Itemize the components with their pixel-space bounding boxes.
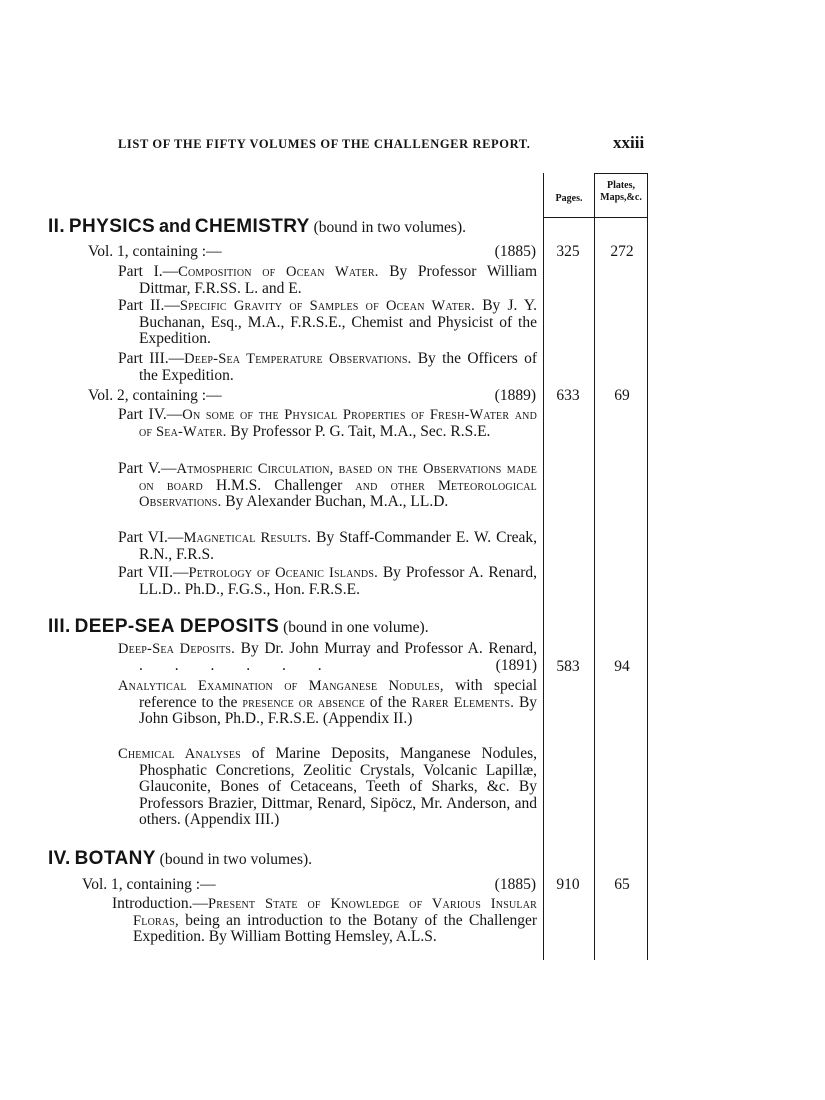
volume-line (88, 386, 540, 405)
part-label: Introduction.— (112, 895, 208, 912)
entry-title: Chemical Analyses (118, 746, 241, 762)
volume-line (82, 875, 540, 894)
part-author: By J. Y. Buchanan, Esq., M.A., F.R.S.E., Chemist and Physicist of the Expedition. (139, 297, 538, 347)
section-numeral: IV. (48, 848, 71, 869)
part-title: Magnetical Results. (183, 530, 312, 546)
column-rule-right (647, 173, 648, 960)
volume-year: (1885) (494, 876, 536, 893)
deposit-entry (118, 677, 538, 728)
part-label: Part II.— (118, 297, 180, 314)
pages-value: 633 (556, 387, 580, 404)
part-title: Specific Gravity of Samples of Ocean Water. (179, 298, 476, 314)
part-title: Present State of Knowledge of Various Insular Floras, (133, 896, 537, 929)
part-entry (118, 529, 537, 563)
running-head: LIST OF THE FIFTY VOLUMES OF THE CHALLENGER REPORT. (118, 137, 531, 151)
part-author: By Professor P. G. Tait, M.A., Sec. R.S.E. (230, 422, 491, 440)
entry-text: of Marine Deposits, Manganese Nodules, Phosphatic Concretions, Zeolitic Crystals, Volcanic Lapillæ, Glauconite, Bones of Cetaceans, Teeth of Sharks, &c. By Professors Brazier, Dittmar, Renard, Sipöcz, Mr. Anderson, and others. (Appendix III.) (139, 745, 537, 828)
column-header-rule (543, 217, 648, 218)
pages-value: 910 (556, 876, 580, 893)
volume-year: (1889) (494, 387, 536, 404)
part-author: By Staff-Commander E. W. Creak, R.N., F.R.S. (139, 529, 537, 563)
part-label: Part V.— (118, 460, 177, 477)
entry-title-presence: presence or absence (242, 694, 365, 711)
part-entry (118, 350, 538, 384)
part-entry (118, 297, 538, 348)
plates-value: 65 (614, 876, 630, 893)
section-title-part1: PHYSICS (68, 216, 156, 237)
part-author: By the Officers of the Expedition. (139, 350, 538, 384)
pages-value: 325 (556, 243, 580, 260)
entry-author: By John Gibson, Ph.D., F.R.S.E. (Appendix II.) (139, 693, 538, 727)
deposit-entry (118, 745, 537, 829)
column-rule-left (543, 173, 544, 960)
volume-label: Vol. 1, containing :— (82, 876, 216, 893)
part-label: Part VI.— (118, 529, 184, 546)
part-title-continued: and other Meteorological Observations. (139, 477, 537, 510)
dot-leader: . . . . . . (139, 656, 336, 674)
part-label: Part I.— (118, 263, 179, 280)
pages-column-header: Pages. (555, 193, 583, 204)
part-label: Part VII.— (118, 564, 189, 581)
plates-value: 94 (614, 658, 630, 675)
entry-text-2: of the (369, 693, 407, 711)
section-heading-botany (48, 848, 312, 871)
part-entry (118, 460, 537, 511)
part-title: Petrology of Oceanic Islands. (188, 565, 378, 581)
ship-name: H.M.S. Challenger (215, 476, 343, 494)
part-label: Part III.— (118, 350, 185, 367)
plates-header-line1: Plates, (606, 180, 636, 191)
entry-title: Deep-Sea Deposits. (118, 641, 235, 657)
page-number: xxiii (613, 133, 645, 152)
entry-title: Analytical Examination of Manganese Nodules, (118, 678, 444, 694)
section-numeral: III. (48, 616, 71, 637)
section-numeral: II. (48, 216, 66, 237)
part-entry (112, 895, 538, 946)
section-title-part2: CHEMISTRY (194, 216, 310, 237)
section-heading-physics-chemistry (48, 215, 466, 239)
column-header-rule-top (594, 173, 648, 174)
volume-label: Vol. 1, containing :— (88, 243, 222, 260)
section-heading-deep-sea-deposits (48, 616, 429, 639)
section-title-and: and (159, 216, 192, 236)
section-title: BOTANY (74, 848, 156, 869)
plates-value: 272 (610, 243, 634, 260)
part-author: By Alexander Buchan, M.A., LL.D. (225, 493, 449, 510)
part-author: By Professor A. Renard, LL.D.. Ph.D., F.G.S., Hon. F.R.S.E. (139, 564, 537, 598)
section-binding-note: (bound in two volumes). (159, 851, 313, 868)
part-entry (118, 263, 537, 297)
plates-column-header (595, 180, 647, 204)
volume-year: (1885) (494, 243, 536, 260)
part-label: Part IV.— (118, 406, 183, 423)
part-author: By Professor William Dittmar, F.R.SS. L. and E. (139, 263, 537, 297)
pages-value: 583 (556, 658, 580, 675)
entry-text: with special reference to the (139, 677, 538, 711)
deposit-entry (118, 640, 537, 674)
part-title: On some of the Physical Properties of Fresh-Water and of Sea-Water. (139, 407, 537, 440)
section-title: DEEP-SEA DEPOSITS (74, 616, 280, 637)
entry-title-rarer: Rarer Elements. (411, 694, 515, 711)
part-title: Deep-Sea Temperature Observations. (184, 351, 412, 367)
volume-label: Vol. 2, containing :— (88, 387, 222, 404)
plates-value: 69 (614, 387, 630, 404)
part-author: being an introduction to the Botany of the Challenger Expedition. By William Botting Hemsley, A.L.S. (133, 911, 538, 945)
column-rule-middle (594, 173, 595, 960)
part-entry (118, 564, 537, 598)
plates-header-line2: Maps,&c. (600, 192, 642, 203)
part-title: Composition of Ocean Water. (178, 264, 379, 280)
section-binding-note: (bound in two volumes). (313, 219, 466, 236)
part-entry (118, 406, 537, 440)
entry-author: By Dr. John Murray and Professor A. Renard, (240, 640, 537, 657)
volume-line (88, 242, 540, 261)
section-binding-note: (bound in one volume). (283, 619, 429, 636)
entry-year: (1891) (495, 656, 537, 674)
part-title: Atmospheric Circulation, based on the Observations made on board (139, 461, 537, 494)
